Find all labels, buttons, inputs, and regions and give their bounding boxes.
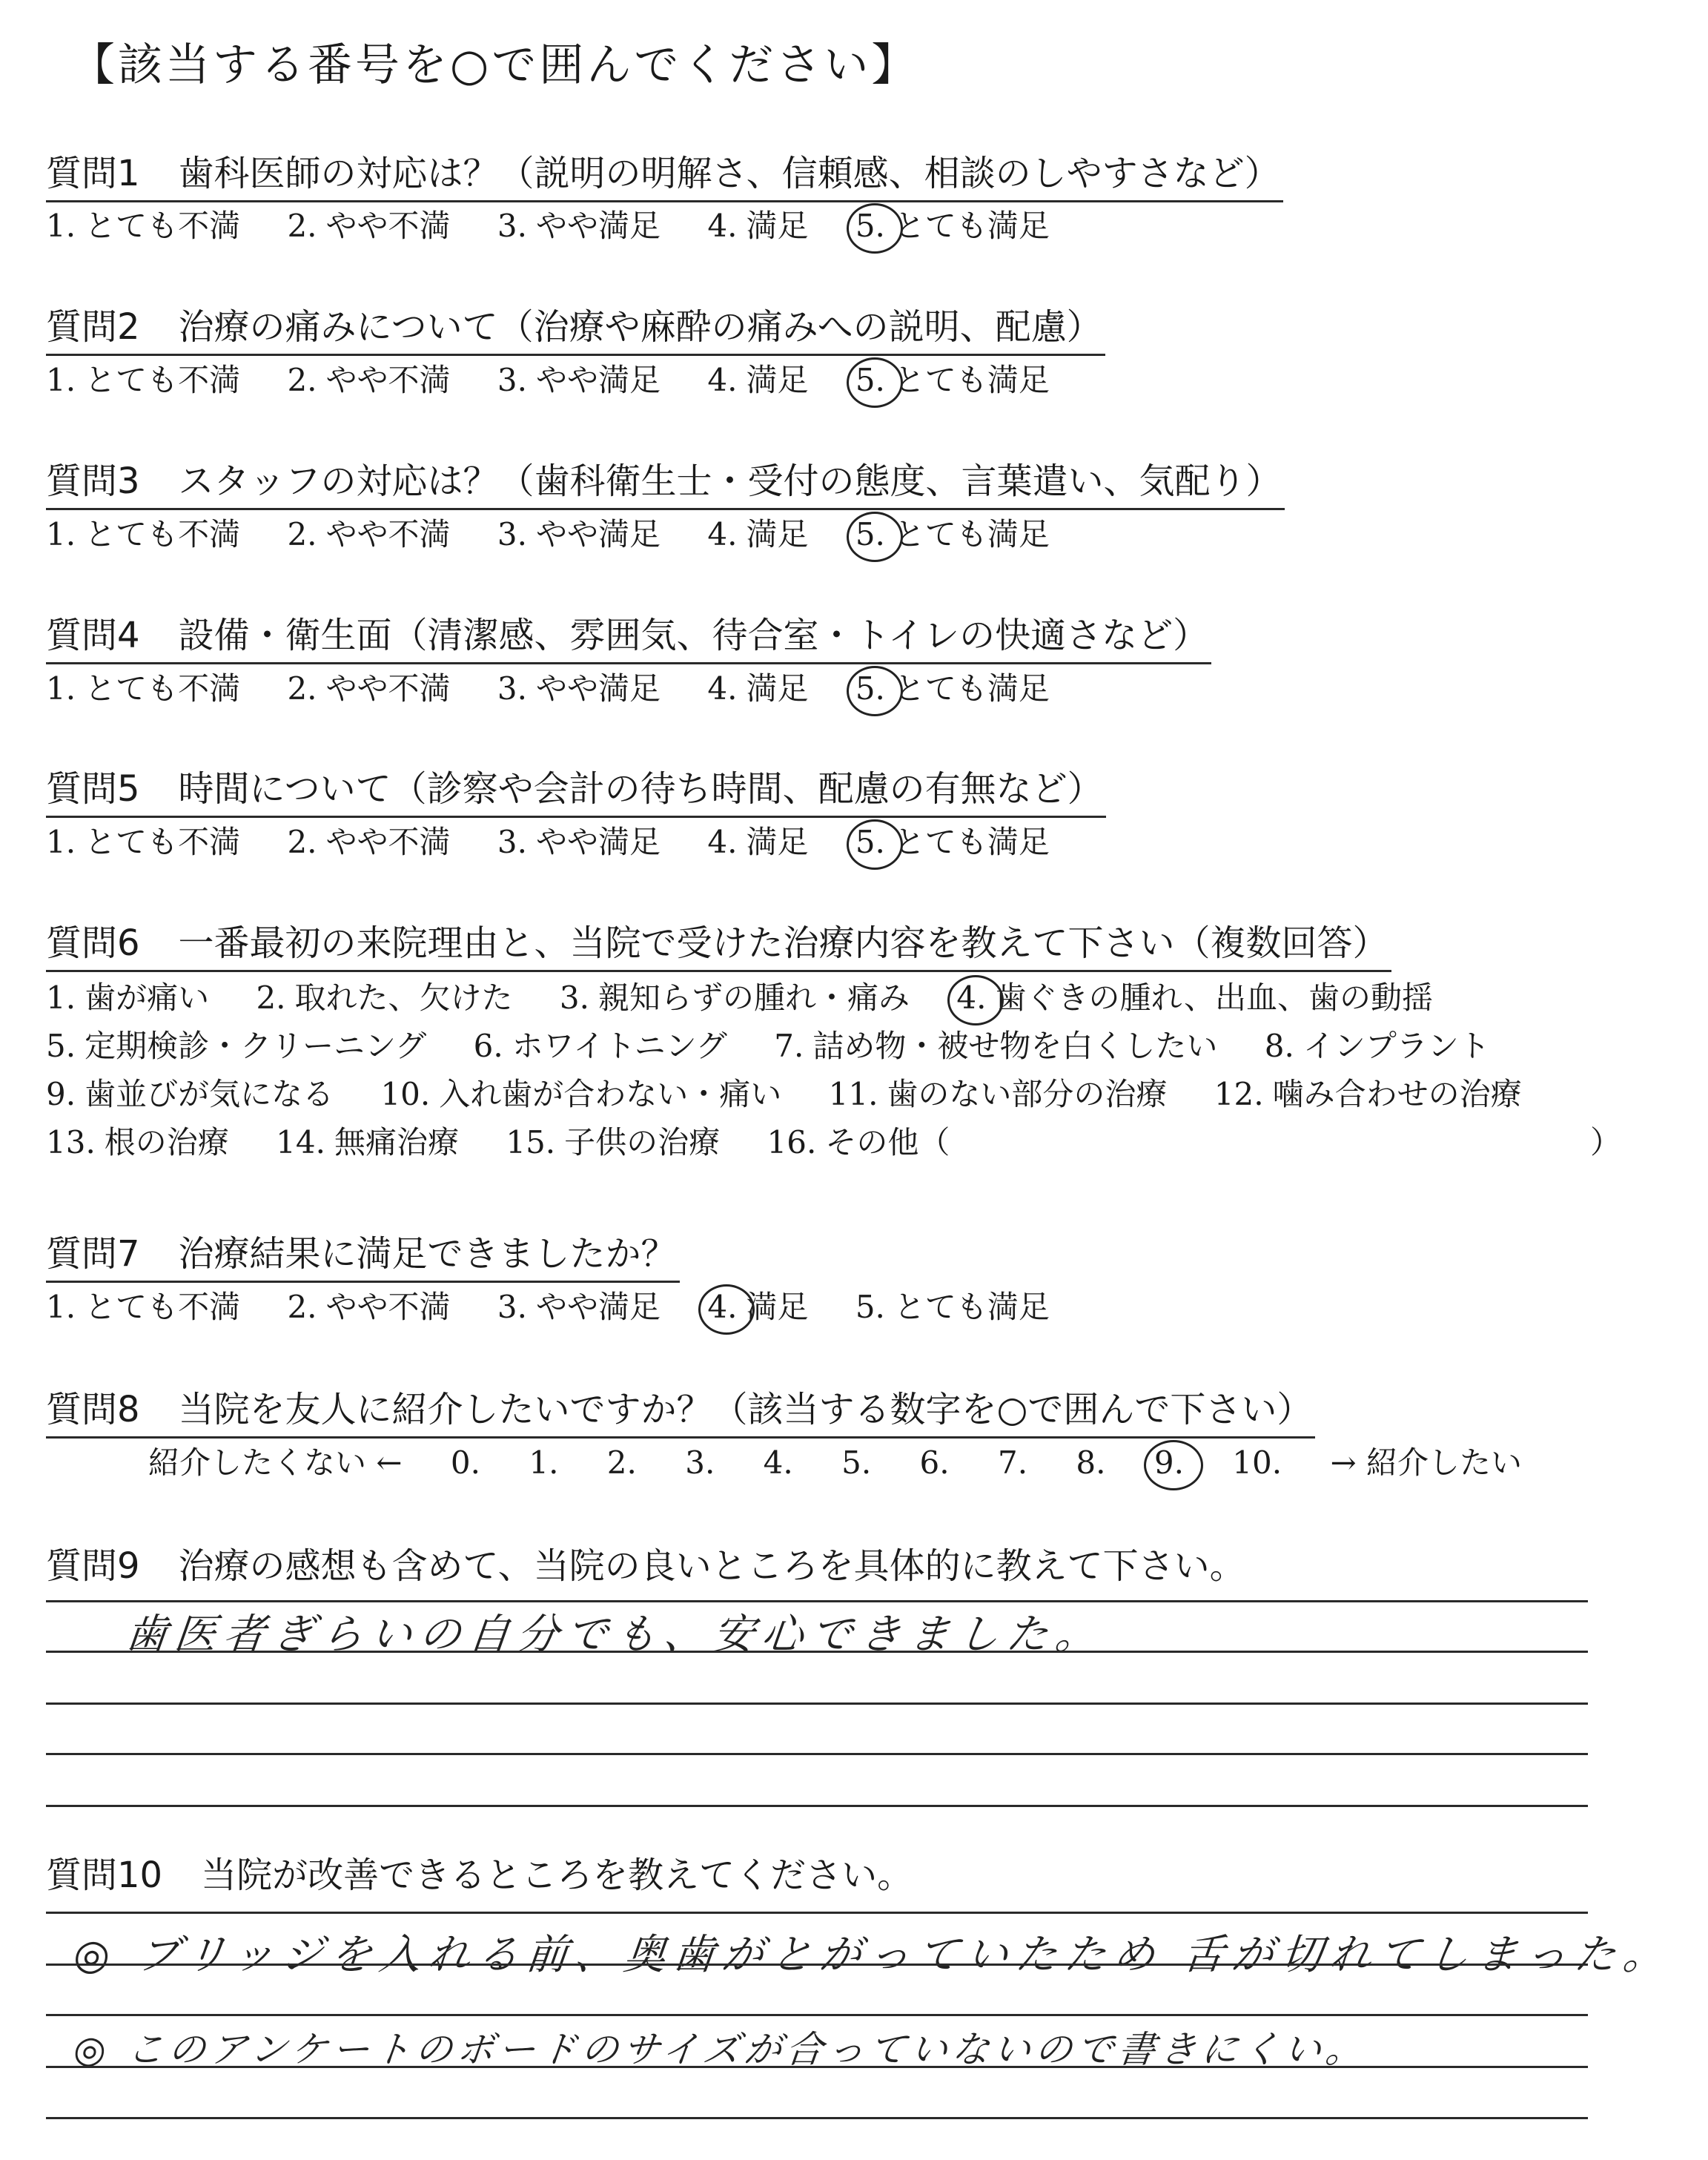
option-1[interactable]: 1. とても不満 xyxy=(46,1289,241,1325)
scale-1[interactable]: 1. xyxy=(529,1444,559,1481)
recommend-scale xyxy=(148,1439,1522,1483)
question-number: 質問8 xyxy=(46,1389,140,1430)
question-1-title xyxy=(46,145,1283,202)
option-1[interactable]: 1. とても不満 xyxy=(46,824,241,860)
option-4-selected[interactable]: 4. 歯ぐきの腫れ、出血、歯の動揺 xyxy=(956,980,1433,1016)
option-4[interactable]: 4. 満足 xyxy=(707,208,809,244)
question-4-title xyxy=(46,607,1211,664)
scale-right-label: → 紹介したい xyxy=(1330,1444,1522,1481)
option-4[interactable]: 4. 満足 xyxy=(707,362,809,398)
scale-3[interactable]: 3. xyxy=(685,1444,715,1481)
option-3[interactable]: 3. やや満足 xyxy=(497,516,661,552)
question-text: 治療の感想も含めて、当院の良いところを具体的に教えて下さい。 xyxy=(178,1545,1245,1587)
scale-9-selected[interactable]: 9. xyxy=(1153,1444,1184,1481)
option-14[interactable]: 14. 無痛治療 xyxy=(276,1124,459,1160)
option-3[interactable]: 3. やや満足 xyxy=(497,1289,661,1325)
question-number: 質問4 xyxy=(46,615,140,656)
question-text: 設備・衛生面（清潔感、雰囲気、待合室・トイレの快適さなど） xyxy=(178,615,1209,656)
scale-8[interactable]: 8. xyxy=(1076,1444,1106,1481)
scale-5[interactable]: 5. xyxy=(841,1444,872,1481)
question-number: 質問7 xyxy=(46,1233,140,1275)
question-5-options xyxy=(46,818,1087,862)
option-8[interactable]: 8. インプラント xyxy=(1264,1028,1490,1064)
question-6-title xyxy=(46,914,1391,972)
question-number: 質問5 xyxy=(46,768,140,810)
option-4-selected[interactable]: 4. 満足 xyxy=(707,1289,809,1325)
option-2[interactable]: 2. やや不満 xyxy=(287,362,451,398)
option-5-selected[interactable]: 5. とても満足 xyxy=(855,516,1050,552)
question-number: 質問10 xyxy=(46,1855,163,1896)
option-5[interactable]: 5. とても満足 xyxy=(855,1289,1050,1325)
option-1[interactable]: 1. 歯が痛い xyxy=(46,980,210,1016)
option-4[interactable]: 4. 満足 xyxy=(707,670,809,707)
option-4[interactable]: 4. 満足 xyxy=(707,516,809,552)
option-1[interactable]: 1. とても不満 xyxy=(46,362,241,398)
scale-0[interactable]: 0. xyxy=(450,1444,480,1481)
option-2[interactable]: 2. やや不満 xyxy=(287,208,451,244)
question-2-title xyxy=(46,298,1105,356)
question-text: 歯科医師の対応は？（説明の明解さ、信頼感、相談のしやすさなど） xyxy=(178,153,1280,194)
question-text: 治療結果に満足できましたか？ xyxy=(178,1233,677,1275)
answer-line xyxy=(46,2117,1588,2119)
option-5-selected[interactable]: 5. とても満足 xyxy=(855,362,1050,398)
option-4[interactable]: 4. 満足 xyxy=(707,824,809,860)
option-9[interactable]: 9. 歯並びが気になる xyxy=(46,1076,334,1112)
answer-line xyxy=(46,1912,1588,1914)
option-10[interactable]: 10. 入れ歯が合わない・痛い xyxy=(380,1076,782,1112)
option-1[interactable]: 1. とても不満 xyxy=(46,670,241,707)
option-2[interactable]: 2. やや不満 xyxy=(287,1289,451,1325)
question-number: 質問2 xyxy=(46,306,140,348)
scale-2[interactable]: 2. xyxy=(606,1444,637,1481)
question-1-options xyxy=(46,202,1087,246)
answer-line xyxy=(46,2014,1588,2016)
page-header: 【該当する番号を○で囲んでください】 xyxy=(70,39,919,91)
question-number: 質問1 xyxy=(46,153,140,194)
answer-line xyxy=(46,1805,1588,1807)
question-7-title xyxy=(46,1225,680,1283)
question-text: 治療の痛みについて（治療や麻酔の痛みへの説明、配慮） xyxy=(178,306,1102,348)
question-10-title xyxy=(46,1846,916,1902)
scale-10[interactable]: 10. xyxy=(1232,1444,1282,1481)
option-3[interactable]: 3. やや満足 xyxy=(497,362,661,398)
answer-line xyxy=(46,1964,1588,1966)
question-6-row-4 xyxy=(46,1118,987,1163)
question-text: 一番最初の来院理由と、当院で受けた治療内容を教えて下さい（複数回答） xyxy=(178,922,1388,964)
option-5-selected[interactable]: 5. とても満足 xyxy=(855,208,1050,244)
option-3[interactable]: 3. やや満足 xyxy=(497,824,661,860)
scale-7[interactable]: 7. xyxy=(997,1444,1028,1481)
option-11[interactable]: 11. 歯のない部分の治療 xyxy=(828,1076,1168,1112)
question-7-options xyxy=(46,1283,1087,1327)
option-12[interactable]: 12. 噛み合わせの治療 xyxy=(1214,1076,1522,1112)
option-1[interactable]: 1. とても不満 xyxy=(46,516,241,552)
option-5-selected[interactable]: 5. とても満足 xyxy=(855,824,1050,860)
question-6-row-3 xyxy=(46,1070,1559,1114)
question-9-title xyxy=(46,1537,1248,1593)
option-13[interactable]: 13. 根の治療 xyxy=(46,1124,229,1160)
answer-line xyxy=(46,1753,1588,1755)
option-5-selected[interactable]: 5. とても満足 xyxy=(855,670,1050,707)
answer-line xyxy=(46,1702,1588,1705)
question-10-answer-2[interactable]: ◎ このアンケートのボードのサイズが合っていないので書きにくい。 xyxy=(71,2028,1370,2071)
question-2-options xyxy=(46,356,1087,400)
question-3-options xyxy=(46,510,1087,555)
question-text: 時間について（診察や会計の待ち時間、配慮の有無など） xyxy=(178,768,1103,810)
question-6-row-2 xyxy=(46,1022,1527,1066)
option-3[interactable]: 3. やや満足 xyxy=(497,670,661,707)
option-1[interactable]: 1. とても不満 xyxy=(46,208,241,244)
question-text: 当院が改善できるところを教えてください。 xyxy=(201,1855,913,1896)
question-text: スタッフの対応は？（歯科衛生士・受付の態度、言葉遣い、気配り） xyxy=(178,460,1282,502)
option-2[interactable]: 2. 取れた、欠けた xyxy=(256,980,513,1016)
option-6[interactable]: 6. ホワイトニング xyxy=(473,1028,727,1064)
scale-4[interactable]: 4. xyxy=(763,1444,793,1481)
question-3-title xyxy=(46,452,1285,510)
question-number: 質問9 xyxy=(46,1545,140,1587)
question-8-title xyxy=(46,1381,1315,1439)
question-5-title xyxy=(46,760,1106,818)
question-number: 質問3 xyxy=(46,460,140,502)
option-3[interactable]: 3. やや満足 xyxy=(497,208,661,244)
question-text: 当院を友人に紹介したいですか？（該当する数字を○で囲んで下さい） xyxy=(178,1389,1313,1430)
option-2[interactable]: 2. やや不満 xyxy=(287,516,451,552)
question-6-row-1 xyxy=(46,974,1470,1018)
other-close-paren: ） xyxy=(1590,1124,1622,1160)
option-15[interactable]: 15. 子供の治療 xyxy=(506,1124,721,1160)
scale-left-label: 紹介したくない ← xyxy=(148,1444,403,1481)
question-10-answer-1[interactable]: ◎ ブリッジを入れる前、奥歯がとがっていたため 舌が切れてしまった。 xyxy=(71,1931,1675,1979)
option-16[interactable]: 16. その他（ xyxy=(767,1124,950,1160)
scale-6[interactable]: 6. xyxy=(919,1444,950,1481)
question-4-options xyxy=(46,664,1087,709)
option-3[interactable]: 3. 親知らずの腫れ・痛み xyxy=(559,980,910,1016)
answer-line xyxy=(46,1651,1588,1653)
question-number: 質問6 xyxy=(46,922,140,964)
question-9-answer[interactable]: 歯医者ぎらいの自分でも、安心できました。 xyxy=(123,1611,1107,1659)
answer-line xyxy=(46,2066,1588,2068)
option-2[interactable]: 2. やや不満 xyxy=(287,824,451,860)
option-7[interactable]: 7. 詰め物・被せ物を白くしたい xyxy=(774,1028,1218,1064)
option-5[interactable]: 5. 定期検診・クリーニング xyxy=(46,1028,427,1064)
option-2[interactable]: 2. やや不満 xyxy=(287,670,451,707)
